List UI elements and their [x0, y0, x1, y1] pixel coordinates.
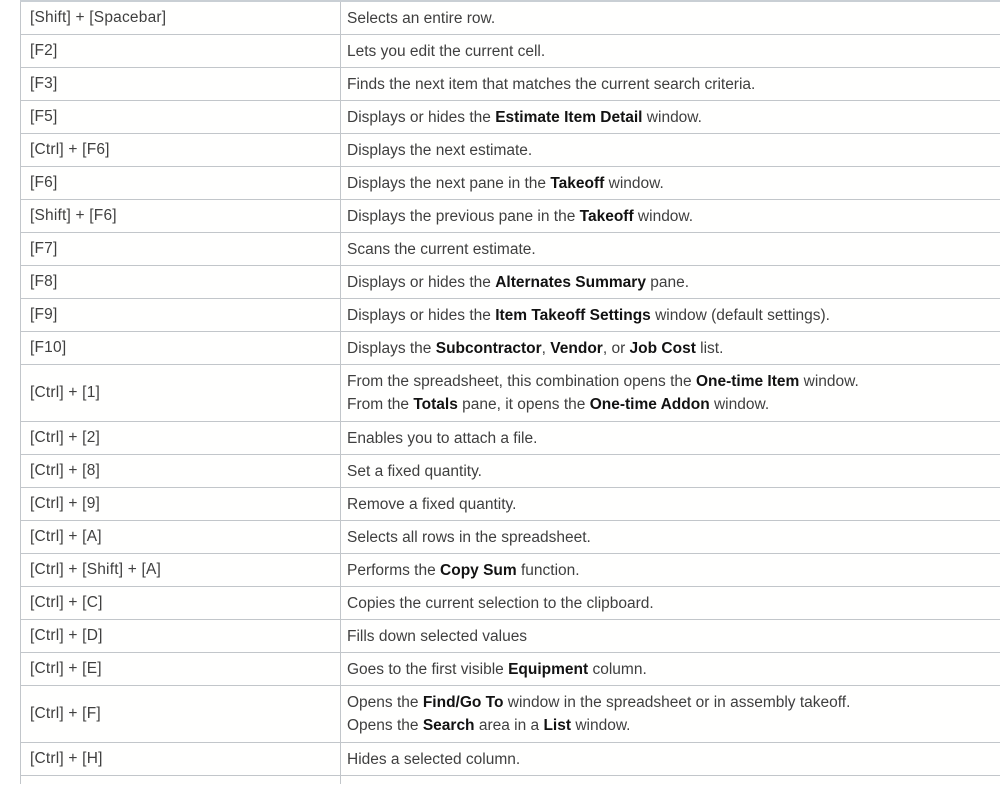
table-row	[20, 332, 1000, 365]
table-row	[20, 776, 1000, 784]
table-row	[20, 620, 1000, 653]
shortcut-key: [F7]	[30, 240, 58, 257]
table-row	[20, 101, 1000, 134]
description-text: Selects all rows in the spreadsheet.	[347, 528, 591, 546]
description-line	[347, 427, 992, 450]
description-term: Job Cost	[629, 339, 696, 357]
shortcut-key: [Ctrl] + [F6]	[30, 141, 110, 158]
shortcut-description-cell	[341, 743, 1000, 775]
shortcut-key: [F2]	[30, 42, 58, 59]
description-text: From the spreadsheet, this combination opens the	[347, 373, 696, 390]
description-term: Vendor	[550, 339, 603, 357]
description-line	[347, 40, 992, 63]
description-text: Remove a fixed quantity.	[347, 495, 517, 513]
shortcut-key: [Ctrl] + [F]	[30, 705, 101, 722]
description-text: Fills down selected values	[347, 627, 528, 645]
description-text: Displays the next pane in the	[347, 174, 551, 192]
shortcut-description-cell	[341, 620, 1000, 652]
description-text: pane.	[645, 273, 690, 291]
shortcut-key: [F9]	[30, 306, 58, 323]
shortcut-description-cell	[341, 365, 1000, 421]
description-term: Subcontractor	[435, 339, 542, 357]
description-line	[347, 714, 992, 737]
shortcut-key: [Ctrl] + [1]	[30, 384, 101, 401]
description-term: Item Takeoff Settings	[495, 306, 651, 324]
description-text: Displays the	[347, 339, 436, 357]
description-text: column.	[588, 660, 647, 678]
table-row	[20, 686, 1000, 743]
shortcut-description-cell	[341, 35, 1000, 67]
description-text: , or	[602, 339, 630, 357]
shortcut-key: [F6]	[30, 174, 58, 191]
description-text: Scans the current estimate.	[347, 240, 536, 258]
description-text: Displays the previous pane in the	[347, 207, 580, 225]
shortcut-description-cell	[341, 686, 1000, 742]
description-term: Copy Sum	[440, 561, 517, 579]
table-row	[20, 167, 1000, 200]
shortcut-key-cell	[20, 332, 341, 364]
shortcut-key-cell	[20, 488, 341, 520]
description-text: window (default settings).	[650, 306, 830, 324]
description-line	[347, 526, 992, 549]
description-line	[347, 493, 992, 516]
shortcut-key-cell	[20, 743, 341, 775]
description-term: Takeoff	[550, 174, 605, 192]
shortcut-description-cell	[341, 332, 1000, 364]
description-text: ,	[541, 339, 551, 357]
description-term: Equipment	[508, 660, 589, 678]
table-row	[20, 587, 1000, 620]
shortcut-key: [F10]	[30, 339, 67, 356]
description-line	[347, 205, 992, 228]
shortcut-description-cell	[341, 587, 1000, 619]
shortcut-key-cell	[20, 686, 341, 742]
shortcut-key-cell	[20, 200, 341, 232]
table-row	[20, 521, 1000, 554]
description-line	[347, 625, 992, 648]
description-text: function.	[516, 561, 580, 579]
shortcut-description-cell	[341, 521, 1000, 553]
shortcut-description-cell	[341, 200, 1000, 232]
description-text: Displays or hides the	[347, 273, 496, 291]
description-text: window.	[571, 717, 631, 734]
table-row	[20, 2, 1000, 35]
shortcut-key-cell	[20, 422, 341, 454]
description-text: window.	[633, 207, 694, 225]
description-term: Totals	[413, 396, 458, 413]
table-row	[20, 200, 1000, 233]
description-term: List	[543, 717, 572, 734]
description-text: Goes to the first visible	[347, 660, 509, 678]
description-text: Performs the	[347, 561, 441, 579]
description-text: list.	[695, 339, 724, 357]
description-text: window.	[709, 396, 770, 413]
table-row	[20, 68, 1000, 101]
shortcut-key: [Shift] + [Spacebar]	[30, 9, 167, 26]
shortcut-key-cell	[20, 101, 341, 133]
description-text: Opens the	[347, 717, 423, 734]
description-line	[347, 460, 992, 483]
description-text: Finds the next item that matches the current search criteria.	[347, 75, 756, 93]
shortcut-key-cell	[20, 68, 341, 100]
shortcut-table	[20, 0, 1000, 784]
description-line	[347, 172, 992, 195]
description-text: Displays the next estimate.	[347, 141, 533, 159]
shortcut-key-cell	[20, 35, 341, 67]
description-text: area in a	[474, 717, 544, 734]
table-row	[20, 455, 1000, 488]
description-text: Lets you edit the current cell.	[347, 42, 546, 60]
table-row	[20, 365, 1000, 422]
description-text: Copies the current selection to the clipboard.	[347, 594, 654, 612]
description-text: window.	[799, 373, 859, 390]
description-text: pane, it opens the	[457, 396, 590, 413]
description-line	[347, 304, 992, 327]
table-row	[20, 266, 1000, 299]
table-row	[20, 653, 1000, 686]
table-row	[20, 134, 1000, 167]
shortcut-description-cell	[341, 455, 1000, 487]
description-line	[347, 393, 992, 416]
shortcut-description-cell	[341, 233, 1000, 265]
description-term: Alternates Summary	[495, 273, 646, 291]
description-term: Estimate Item Detail	[495, 108, 643, 126]
shortcut-key: [Shift] + [F6]	[30, 207, 117, 224]
description-text: window in the spreadsheet or in assembly takeoff.	[503, 694, 851, 711]
shortcut-description-cell	[341, 554, 1000, 586]
shortcut-key: [Ctrl] + [A]	[30, 528, 102, 545]
description-term: Find/Go To	[422, 694, 504, 711]
description-line	[347, 337, 992, 360]
description-text: Opens the	[347, 694, 423, 711]
description-term: One-time Item	[695, 373, 800, 390]
shortcut-key-cell	[20, 455, 341, 487]
shortcut-key-cell	[20, 167, 341, 199]
shortcut-description-cell	[341, 776, 1000, 784]
shortcut-description-cell	[341, 488, 1000, 520]
table-row	[20, 554, 1000, 587]
shortcut-key-cell	[20, 554, 341, 586]
description-line	[347, 238, 992, 261]
table-row	[20, 233, 1000, 266]
description-line	[347, 559, 992, 582]
shortcut-key: [F5]	[30, 108, 58, 125]
description-line	[347, 691, 992, 714]
shortcut-description-cell	[341, 167, 1000, 199]
shortcut-description-cell	[341, 299, 1000, 331]
shortcut-key: [Ctrl] + [Shift] + [A]	[30, 561, 162, 578]
shortcut-description-cell	[341, 101, 1000, 133]
description-text: Hides a selected column.	[347, 750, 521, 768]
description-text: Displays or hides the	[347, 108, 496, 126]
description-line	[347, 370, 992, 393]
description-line	[347, 658, 992, 681]
shortcut-key-cell	[20, 299, 341, 331]
table-row	[20, 743, 1000, 776]
description-line	[347, 139, 992, 162]
table-row	[20, 299, 1000, 332]
shortcut-key: [Ctrl] + [C]	[30, 594, 103, 611]
description-text: window.	[642, 108, 702, 126]
shortcut-key: [Ctrl] + [H]	[30, 750, 103, 767]
shortcut-key-cell	[20, 365, 341, 421]
shortcut-key: [Ctrl] + [E]	[30, 660, 102, 677]
shortcut-key: [F8]	[30, 273, 58, 290]
shortcut-key: [Ctrl] + [D]	[30, 627, 103, 644]
shortcut-key-cell	[20, 620, 341, 652]
shortcut-description-cell	[341, 68, 1000, 100]
description-text: Selects an entire row.	[347, 9, 496, 27]
shortcut-description-cell	[341, 266, 1000, 298]
description-line	[347, 73, 992, 96]
shortcut-description-cell	[341, 2, 1000, 34]
shortcut-description-cell	[341, 422, 1000, 454]
description-term: Takeoff	[579, 207, 634, 225]
shortcut-key-cell	[20, 233, 341, 265]
shortcut-key-cell	[20, 653, 341, 685]
description-text: From the	[347, 396, 414, 413]
description-term: One-time Addon	[589, 396, 710, 413]
description-line	[347, 748, 992, 771]
description-text: window.	[604, 174, 664, 192]
shortcut-key-cell	[20, 2, 341, 34]
shortcut-key-cell	[20, 266, 341, 298]
shortcut-description-cell	[341, 653, 1000, 685]
description-line	[347, 106, 992, 129]
description-line	[347, 7, 992, 30]
shortcut-key: [Ctrl] + [2]	[30, 429, 101, 446]
shortcut-key: [F3]	[30, 75, 58, 92]
table-row	[20, 35, 1000, 68]
shortcut-key-cell	[20, 776, 341, 784]
shortcut-key: [Ctrl] + [9]	[30, 495, 101, 512]
description-line	[347, 271, 992, 294]
shortcut-key-cell	[20, 134, 341, 166]
shortcut-key-cell	[20, 521, 341, 553]
shortcut-key: [Ctrl] + [8]	[30, 462, 101, 479]
table-row	[20, 488, 1000, 521]
shortcut-description-cell	[341, 134, 1000, 166]
description-text: Set a fixed quantity.	[347, 462, 482, 480]
description-line	[347, 592, 992, 615]
description-text: Enables you to attach a file.	[347, 429, 538, 447]
description-term: Search	[422, 717, 475, 734]
table-row	[20, 422, 1000, 455]
shortcut-key-cell	[20, 587, 341, 619]
description-text: Displays or hides the	[347, 306, 496, 324]
